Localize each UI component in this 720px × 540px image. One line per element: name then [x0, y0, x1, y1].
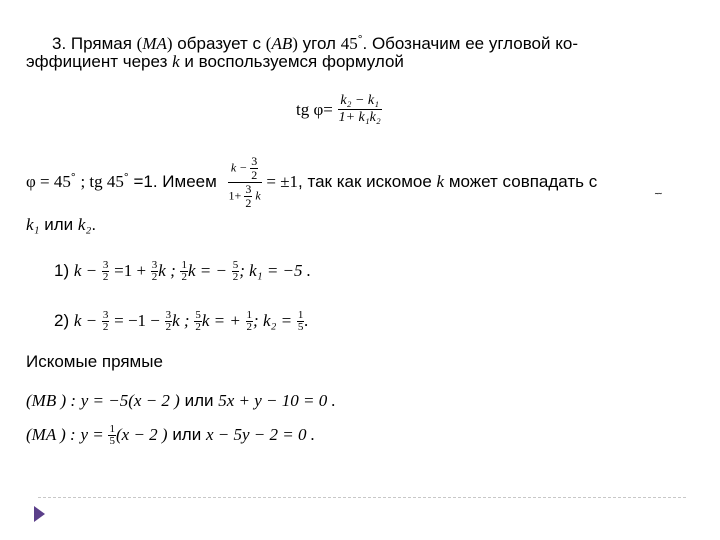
fraction [102, 310, 110, 333]
frac-den: 2 [151, 271, 158, 284]
frac-den: 2 [102, 321, 109, 334]
text: или [172, 425, 202, 444]
line-ma-equation [26, 418, 315, 452]
frac-den: 2 [245, 196, 252, 211]
degree-sign: ° [70, 170, 76, 184]
text: (x − 2 ) [115, 425, 168, 444]
formula-denominator: 1+ k₁k₂ [338, 110, 381, 126]
text: k − [73, 311, 98, 330]
text: ; tg 45 [80, 172, 124, 191]
text: угол [302, 34, 336, 53]
frac-den: 2 [232, 271, 239, 284]
text: k = − [187, 261, 227, 280]
frac-den: 2 [246, 321, 253, 334]
answer-heading: Искомые прямые [26, 352, 163, 371]
option-line [26, 215, 96, 235]
play-arrow-icon[interactable] [34, 506, 45, 522]
text: или [44, 215, 74, 234]
frac-num: 1 [246, 309, 253, 322]
text: эффициент через [26, 52, 168, 71]
text: может совпадать с [448, 172, 598, 191]
degree-sign: ° [357, 32, 363, 46]
text: 3. Прямая [52, 34, 132, 53]
frac-num: 5 [195, 309, 201, 322]
text: = ±1 [266, 172, 299, 191]
line-label-ab: AB [271, 34, 293, 53]
formula-lhs: tg φ= [296, 99, 333, 119]
frac-num: 3 [102, 259, 109, 272]
fraction [165, 310, 173, 333]
frac-num: 5 [232, 259, 239, 272]
text: 5x + y − 10 = 0 . [218, 391, 336, 410]
text: y = [80, 425, 104, 444]
frac-num: 1 [109, 423, 115, 436]
frac-num: 3 [102, 309, 109, 322]
fraction [194, 310, 202, 333]
text: . Обозначим ее угловой ко- [362, 34, 578, 53]
text: или [184, 391, 214, 410]
text: ; k₂ = [253, 311, 293, 330]
footer-divider [38, 497, 686, 498]
text: x − 5y − 2 = 0 . [205, 425, 315, 444]
complex-denominator [228, 183, 262, 210]
frac-num: 1 [297, 309, 304, 322]
problem-line-2 [26, 52, 404, 72]
fraction [102, 260, 110, 283]
text: k [255, 188, 261, 203]
text: =1. Имеем [133, 172, 217, 191]
text: y = −5(x − 2 ) [80, 391, 180, 410]
frac-den: 2 [102, 271, 109, 284]
line-label-ma: MA [142, 34, 167, 53]
fraction [180, 260, 188, 283]
line-label-ma: (MA ) : [26, 425, 76, 444]
equation-1 [54, 254, 311, 288]
fraction [246, 310, 254, 333]
line-mb-equation [26, 391, 336, 411]
var-k: k [172, 52, 180, 71]
frac-num: 3 [251, 154, 258, 169]
frac-den: 2 [181, 271, 187, 284]
var-k: k [436, 172, 445, 191]
fraction [244, 183, 252, 210]
text: k = + [201, 311, 241, 330]
text: 1+ [228, 188, 242, 203]
text: k ; [172, 311, 190, 330]
line-label-mb: (MB ) : [26, 391, 77, 410]
frac-den: 5 [109, 435, 115, 448]
angle-value: 45 [340, 34, 358, 53]
frac-den: 2 [165, 321, 172, 334]
text: k − [73, 261, 98, 280]
frac-num: 1 [181, 259, 187, 272]
text: 2) [54, 311, 70, 330]
formula-fraction [338, 93, 382, 126]
frac-num: 3 [165, 309, 172, 322]
formula-numerator: k₂ − k₁ [338, 93, 382, 110]
problem-line-1: 3. Прямая (MA) образует с (AB) угол 45°. Обозначим ее угловой ко- [52, 32, 578, 53]
spellcheck-mark: ˜˜ [655, 192, 662, 203]
frac-den: 5 [297, 321, 304, 334]
text: = −1 − [114, 311, 160, 330]
slope-angle-formula [296, 89, 382, 131]
text: =1 + [114, 261, 147, 280]
text: ; k₁ = −5 . [239, 261, 312, 280]
text: , так как искомое [298, 172, 432, 191]
text: . [91, 215, 97, 234]
equation-2 [54, 304, 309, 338]
text: k ; [158, 261, 176, 280]
var-k1: k₁ [26, 215, 40, 234]
frac-num: 3 [245, 182, 252, 197]
complex-numerator [228, 155, 262, 183]
text: . [304, 311, 309, 330]
degree-sign: ° [123, 170, 129, 184]
frac-num: 3 [151, 259, 158, 272]
var-k2: k₂ [77, 215, 92, 234]
fraction [108, 424, 116, 447]
text: и воспользуемся формулой [184, 52, 404, 71]
condition-line [26, 146, 598, 211]
text: k − [230, 160, 248, 175]
fraction [250, 155, 258, 182]
text: 1) [54, 261, 70, 280]
text: φ = 45 [26, 172, 71, 191]
frac-den: 2 [195, 321, 201, 334]
frac-den: 2 [251, 168, 258, 183]
complex-fraction [228, 155, 262, 210]
text: образует с [177, 34, 262, 53]
